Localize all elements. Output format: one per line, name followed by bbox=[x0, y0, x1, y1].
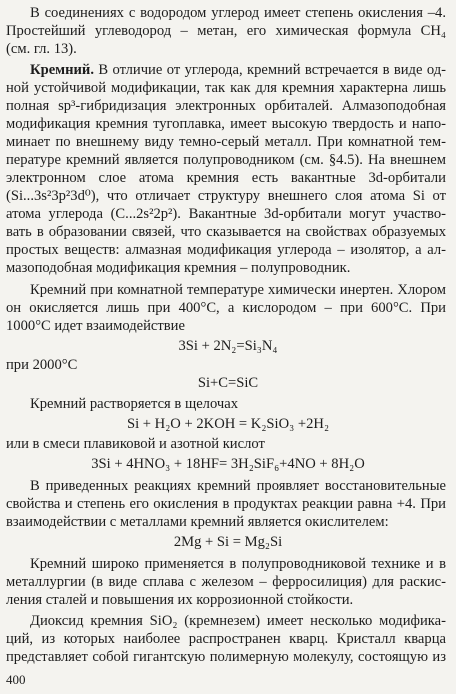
text-line: В приведенных реакциях кремний проявляет восстановительные bbox=[30, 478, 446, 494]
text-line: В соединениях с водородом углерод имеет степень окисления –4. bbox=[30, 5, 446, 21]
paragraph-silicon-heading-line bbox=[30, 62, 446, 79]
text-line: представляет собой гигантскую полимерную молекулу, состоящую из bbox=[6, 649, 446, 665]
text-line: он окисляется лишь при 400°C, а кислородом – при 600°C. При bbox=[6, 300, 446, 316]
text-line: электронном слое атома кремния есть вакантные 3d-орбитали bbox=[6, 170, 446, 186]
page-number: 400 bbox=[6, 672, 26, 687]
text-line: вать в образовании связей, что сказывается на свойствах образуемых bbox=[6, 224, 446, 240]
text-line: мазоподобная модификация кремния – полупроводник. bbox=[6, 260, 351, 276]
equation-acids: 3Si + 4HNO₃ + 18HF= 3H₂SiF₆+4NO + 8H₂O bbox=[91, 456, 365, 472]
text-line: минает по внешнему виду темно-серый металл. При комнатной тем- bbox=[6, 134, 446, 150]
equation-nitride: 3Si + 2N₂=Si₃N₄ bbox=[178, 338, 278, 354]
text-line: взаимодействии с металлами кремний является окислителем: bbox=[6, 514, 389, 530]
text-line: или в смеси плавиковой и азотной кислот bbox=[6, 436, 265, 452]
text-line: Диоксид кремния SiO₂ (кремнезем) имеет несколько модифика- bbox=[30, 613, 446, 629]
text-line: пературе кремний является полупроводником (см. §4.5). На внешнем bbox=[6, 152, 446, 168]
text-line: полная sp³-гибридизация электронных орбиталей. Алмазоподобная bbox=[6, 98, 446, 114]
text-line: ной устойчивой модификации, так как для кремния характерна лишь bbox=[6, 80, 446, 96]
equation-alkali: Si + H₂O + 2KOH = K₂SiO₃ +2H₂ bbox=[126, 416, 330, 432]
term-silicon: Кремний. bbox=[30, 62, 94, 78]
text-line: металлургии (в виде сплава с железом – ферросилиция) для раскис- bbox=[6, 574, 446, 590]
text-line: Кремний широко применяется в полупроводниковой технике и в bbox=[30, 556, 446, 572]
heading-rest: В отличие от углерода, кремний встречается в виде од- bbox=[94, 62, 446, 78]
text-line: Простейший углеводород – метан, его химическая формула CH₄ bbox=[6, 23, 446, 39]
text-line: (Si...3s²3p²3d⁰), что отличает структуру внешнего слоя атома Si от bbox=[6, 188, 446, 204]
text-line: Кремний при комнатной температуре химически инертен. Хлором bbox=[30, 282, 446, 298]
text-line: ления сталей и повышения их коррозионной стойкости. bbox=[6, 592, 354, 608]
equation-carbide: Si+C=SiC bbox=[197, 375, 259, 391]
text-line: ций, из которых наиболее распространен кварц. Кристалл кварца bbox=[6, 631, 446, 647]
text-line: модификация кремния тугоплавка, имеет высокую твердость и напо- bbox=[6, 116, 446, 132]
text-line: свойства и степень его окисления в продуктах реакции равна +4. При bbox=[6, 496, 446, 512]
text-line: Кремний растворяется в щелочах bbox=[30, 396, 238, 412]
text-line: атома углерода (C...2s²2p²). Вакантные 3d-орбитали могут участво- bbox=[6, 206, 446, 222]
text-line: (см. гл. 13). bbox=[6, 41, 77, 57]
text-line: простых веществ: алмазная модификация углерода – изолятор, а ал- bbox=[6, 242, 446, 258]
equation-silicide: 2Mg + Si = Mg₂Si bbox=[173, 534, 283, 550]
text-line: 1000°C идет взаимодействие bbox=[6, 318, 185, 334]
text-line: при 2000°C bbox=[6, 357, 78, 373]
